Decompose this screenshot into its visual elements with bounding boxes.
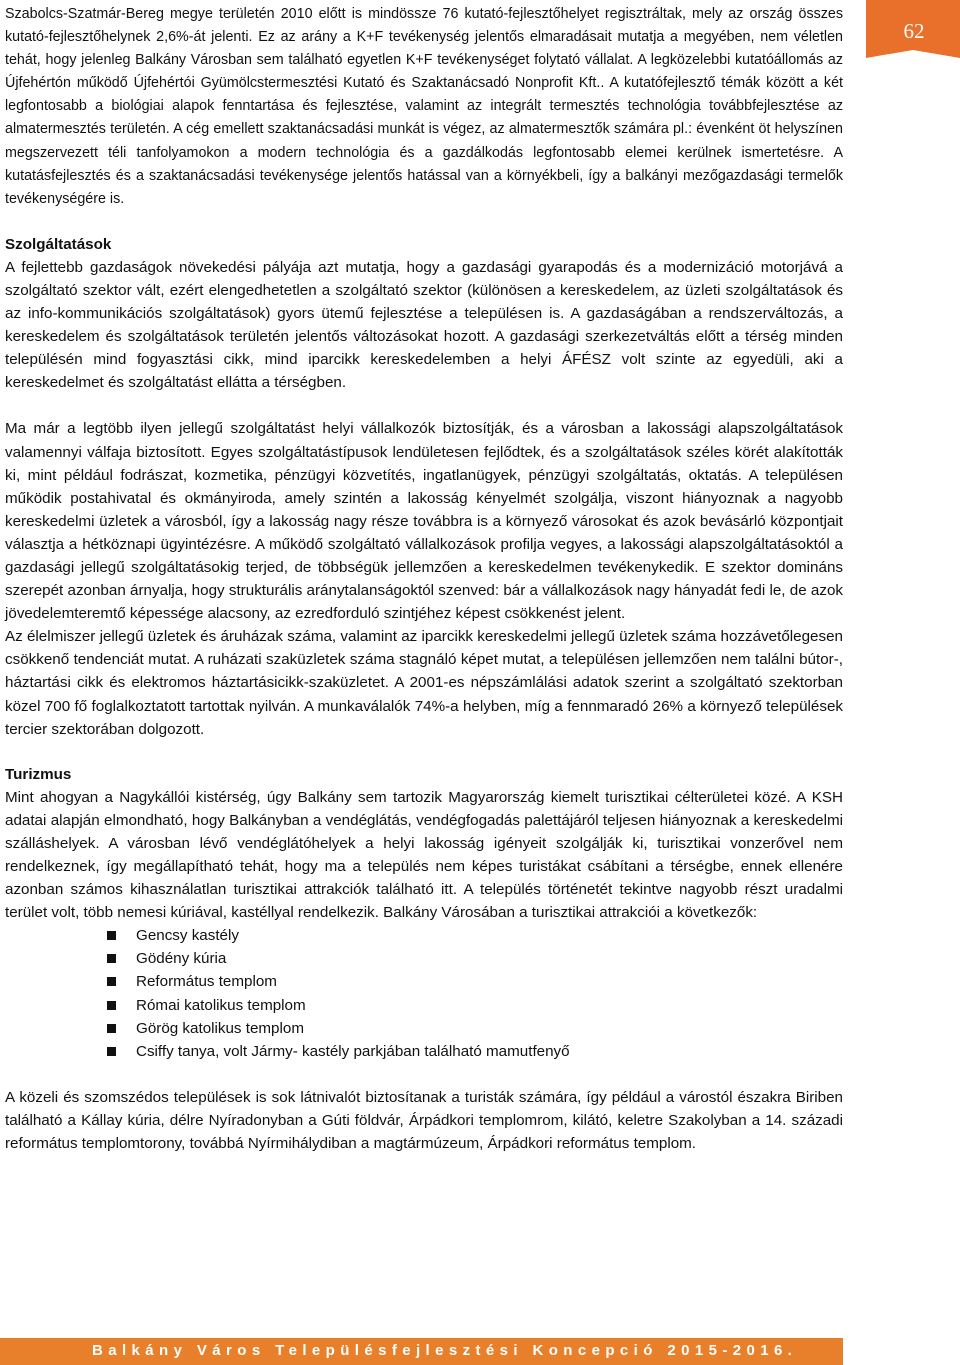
list-item: Gödény kúria <box>107 947 843 970</box>
list-item: Csiffy tanya, volt Jármy- kastély parkjában található mamutfenyő <box>107 1040 843 1063</box>
services-heading: Szolgáltatások <box>5 235 112 253</box>
square-bullet-icon <box>107 954 116 963</box>
list-item: Református templom <box>107 970 843 993</box>
intro-paragraph: Szabolcs-Szatmár-Bereg megye területén 2010 előtt is mindössze 76 kutató-fejlesztőhelyet regisztráltak, mely az ország összes kutató-fejlesztőhelynek 2,6%-át jelenti. Ez az arány a K+F tevékenység jelentős elmaradásait mutatja a megyében, nem véletlen tehát, hogy jelenleg Balkány Városban sem található egyetlen K+F tevékenységet folytató vállalat. A legközelebbi kutatóállomás az Újfehértón működő Újfehértói Gyümölcstermesztési Kutató és Szaktanácsadó Nonprofit Kft.. A kutatófejlesztő témák között a két legfontosabb a biológiai alapok fenntartása és fejlesztése, valamint az integrált termesztés technológia továbbfejlesztése az almatermesztés területén. A cég emellett szaktanácsadási munkát is végez, az almatermesztők számára pl.: évenként öt helyszínen megszervezett téli tanfolyamokon a modern technológia és a gazdálkodás legfontosabb elemei kerülnek ismertetésre. A kutatásfejlesztés és a szaktanácsadási tevékenysége jelentős hatással van a környékbeli, így a balkányi mezőgazdasági termelők tevékenységére is. <box>5 6 843 207</box>
services-paragraph-1: A fejlettebb gazdaságok növekedési pályája azt mutatja, hogy a gazdasági gyarapodás és a modernizáció motorjává a szolgáltató szektor vált, ezért elengedhetetlen a szolgáltató szektor (különösen a kereskedelem, az üzleti szolgáltatások és az info-kommunikációs szolgáltatások) gyors ütemű fejlesztése a településen is. A gazdaságában a rendszerváltozás, a kereskedelem és szolgáltatások területén jelentős változásokat hozott. A gazdasági szerkezetváltás előtt a térség minden településén mind fogyasztási cikk, mind iparcikk kereskedelemben a helyi ÁFÉSZ volt szinte az egyedüli, aki a kereskedelmet és szolgáltatást ellátta a térségben. <box>5 258 843 392</box>
attractions-list <box>5 924 843 1063</box>
footer-title: Balkány Város Településfejlesztési Koncepció 2015-2016. <box>92 1342 798 1359</box>
square-bullet-icon <box>107 1001 116 1010</box>
square-bullet-icon <box>107 1047 116 1056</box>
square-bullet-icon <box>107 977 116 986</box>
services-paragraph-2: Ma már a legtöbb ilyen jellegű szolgáltatást helyi vállalkozók biztosítják, és a városban a lakossági alapszolgáltatások valamennyi válfaja biztosított. Egyes szolgáltatástípusok lendületesen fejlődtek, és a szolgáltatások széles körét alakították ki, mint például fodrászat, kozmetika, pénzügyi közvetítés, ingatlanügyek, pénzügyi szolgáltatás, oktatás. A településen működik postahivatal és okmányiroda, amely szintén a lakosság kényelmét szolgálja, viszont hiányoznak a nagyobb kereskedelmi üzletek a városból, így a lakosság nagy része továbbra is a környező városokat és azok bevásárló központjait választja a hétköznapi ügyintézésre. A működő szolgáltató vállalkozások profilja vegyes, a lakossági alapszolgáltatásoktól a gazdasági jellegű szolgáltatásokig terjed, de többségük jellemzően a kereskedelmen tevékenykedik. E szektor domináns szerepét azonban árnyalja, hogy strukturális aránytalanságoktól szenved: bár a vállalkozások nagy hányadát fedi le, de azok jövedelemteremtő képessége alacsony, az ezredforduló szintjéhez képest csökkenést jelent. <box>5 420 843 623</box>
tourism-paragraph-1: Mint ahogyan a Nagykállói kistérség, úgy Balkány sem tartozik Magyarország kiemelt turisztikai célterületei közé. A KSH adatai alapján elmondható, hogy Balkányban a vendéglátás, vendégfogadás palettájáról teljesen hiányoznak a kereskedelmi szálláshelyek. A városban lévő vendéglátóhelyek a helyi lakosság igényeit szolgálják ki, turisztikai vonzerővel nem rendelkeznek, így megállapítható tehát, hogy ma a település nem képes turistákat csábítani a térségbe, ennek ellenére azonban számos kihasználatlan turisztikai attrakciók található itt. A település történetét tekintve nagyobb részt uradalmi terület volt, több nemesi kúriával, kastéllyal rendelkezik. Balkány Városában a turisztikai attrakciói a következők: <box>5 788 843 922</box>
tourism-paragraph-2: A közeli és szomszédos települések is sok látnivalót biztosítanak a turisták számára, így például a várostól északra Biriben található a Kállay kúria, délre Nyíradonyban a Gúti földvár, Árpádkori templomrom, kilátó, keletre Szakolyban a 14. századi református templomtorony, továbbá Nyírmihálydiban a magtármúzeum, Árpádkori református templom. <box>5 1088 843 1153</box>
list-item: Római katolikus templom <box>107 994 843 1017</box>
services-paragraph-3: Az élelmiszer jellegű üzletek és áruházak száma, valamint az iparcikk kereskedelmi jellegű üzletek száma hozzávetőlegesen csökkenő tendenciát mutat. A ruházati szaküzletek száma stagnáló képet mutat, a településen jellemzően nem találni bútor-, háztartási cikk és elektromos háztartásicikk-szaküzletet. A 2001-es népszámlálási adatok szerint a szolgáltató szektorban közel 700 fő foglalkoztatott tartottak nyilván. A munkaválalók 74%-a helyben, míg a fennmaradó 26% a környező települések tercier szektorában dolgozott. <box>5 628 843 738</box>
tourism-heading: Turizmus <box>5 765 72 783</box>
square-bullet-icon <box>107 931 116 940</box>
document-body <box>5 3 843 1155</box>
list-item: Görög katolikus templom <box>107 1017 843 1040</box>
footer-bar <box>0 1338 843 1365</box>
list-item: Gencsy kastély <box>107 924 843 947</box>
square-bullet-icon <box>107 1024 116 1033</box>
page-number: 62 <box>903 19 925 43</box>
page-number-badge <box>866 0 960 60</box>
